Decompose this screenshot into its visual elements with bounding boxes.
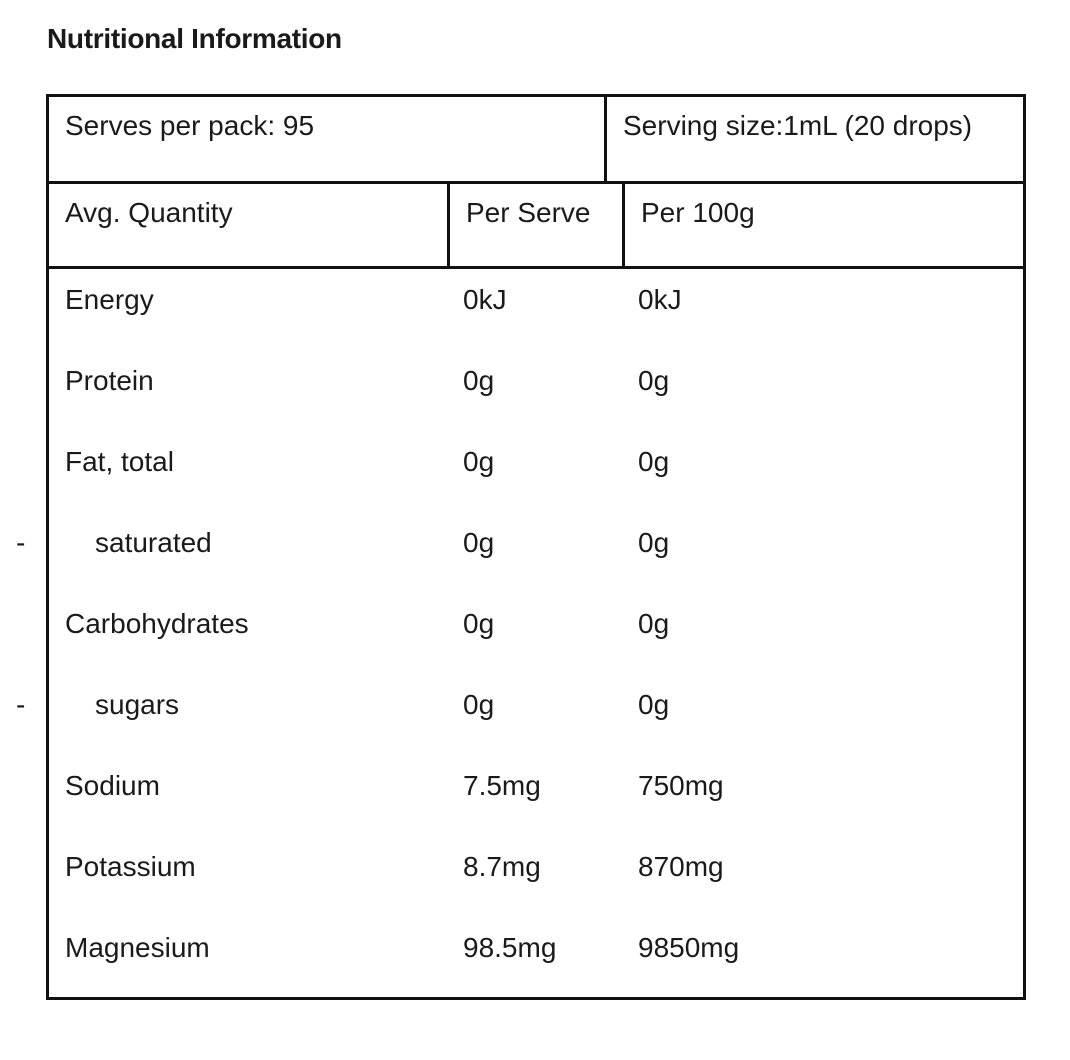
per-100g-value: 0g — [638, 365, 670, 396]
per-100g-value: 9850mg — [638, 932, 740, 963]
nutrient-name: Carbohydrates — [65, 608, 249, 639]
per-100g-value: 750mg — [638, 770, 724, 801]
per-100g-value: 0g — [638, 689, 670, 720]
divider — [622, 184, 625, 266]
per-100g-value: 0g — [638, 446, 670, 477]
per-serve-value: 0g — [463, 446, 495, 477]
per-serve-value: 7.5mg — [463, 770, 541, 801]
per-100g-value: 0g — [638, 527, 670, 558]
nutrient-name: Sodium — [65, 770, 160, 801]
per-serve-value: 0g — [463, 527, 495, 558]
per-serve-value: 0kJ — [463, 284, 507, 315]
table-row — [49, 917, 1023, 998]
page-title: Nutritional Information — [47, 23, 342, 54]
per-serve-value: 8.7mg — [463, 851, 541, 882]
nutrient-name: Magnesium — [65, 932, 210, 963]
nutrient-name: Fat, total — [65, 446, 174, 477]
column-header-per-serve: Per Serve — [466, 197, 591, 228]
per-100g-value: 0kJ — [638, 284, 682, 315]
table-row — [49, 431, 1023, 512]
divider — [447, 184, 450, 266]
table-row — [49, 512, 1023, 593]
column-header-avg-quantity: Avg. Quantity — [65, 197, 233, 228]
nutrient-name: Potassium — [65, 851, 196, 882]
per-100g-value: 870mg — [638, 851, 724, 882]
per-serve-value: 0g — [463, 608, 495, 639]
per-serve-value: 98.5mg — [463, 932, 557, 963]
nutrient-name: sugars — [95, 689, 180, 720]
column-header-per-100g: Per 100g — [641, 197, 755, 228]
sub-item-dash: - — [16, 527, 26, 558]
table-row — [49, 674, 1023, 755]
table-row — [49, 350, 1023, 431]
nutrient-name: Energy — [65, 284, 154, 315]
per-100g-value: 0g — [638, 608, 670, 639]
table-row — [49, 593, 1023, 674]
per-serve-value: 0g — [463, 689, 495, 720]
divider — [604, 97, 607, 181]
serving-size: Serving size:1mL (20 drops) — [623, 110, 973, 141]
nutrition-table — [46, 94, 1026, 1000]
nutrient-name: Protein — [65, 365, 154, 396]
table-row — [49, 269, 1023, 350]
table-row — [49, 836, 1023, 917]
per-serve-value: 0g — [463, 365, 495, 396]
table-row — [49, 755, 1023, 836]
sub-item-dash: - — [16, 689, 26, 720]
nutrient-name: saturated — [95, 527, 212, 558]
serves-per-pack: Serves per pack: 95 — [65, 110, 315, 141]
